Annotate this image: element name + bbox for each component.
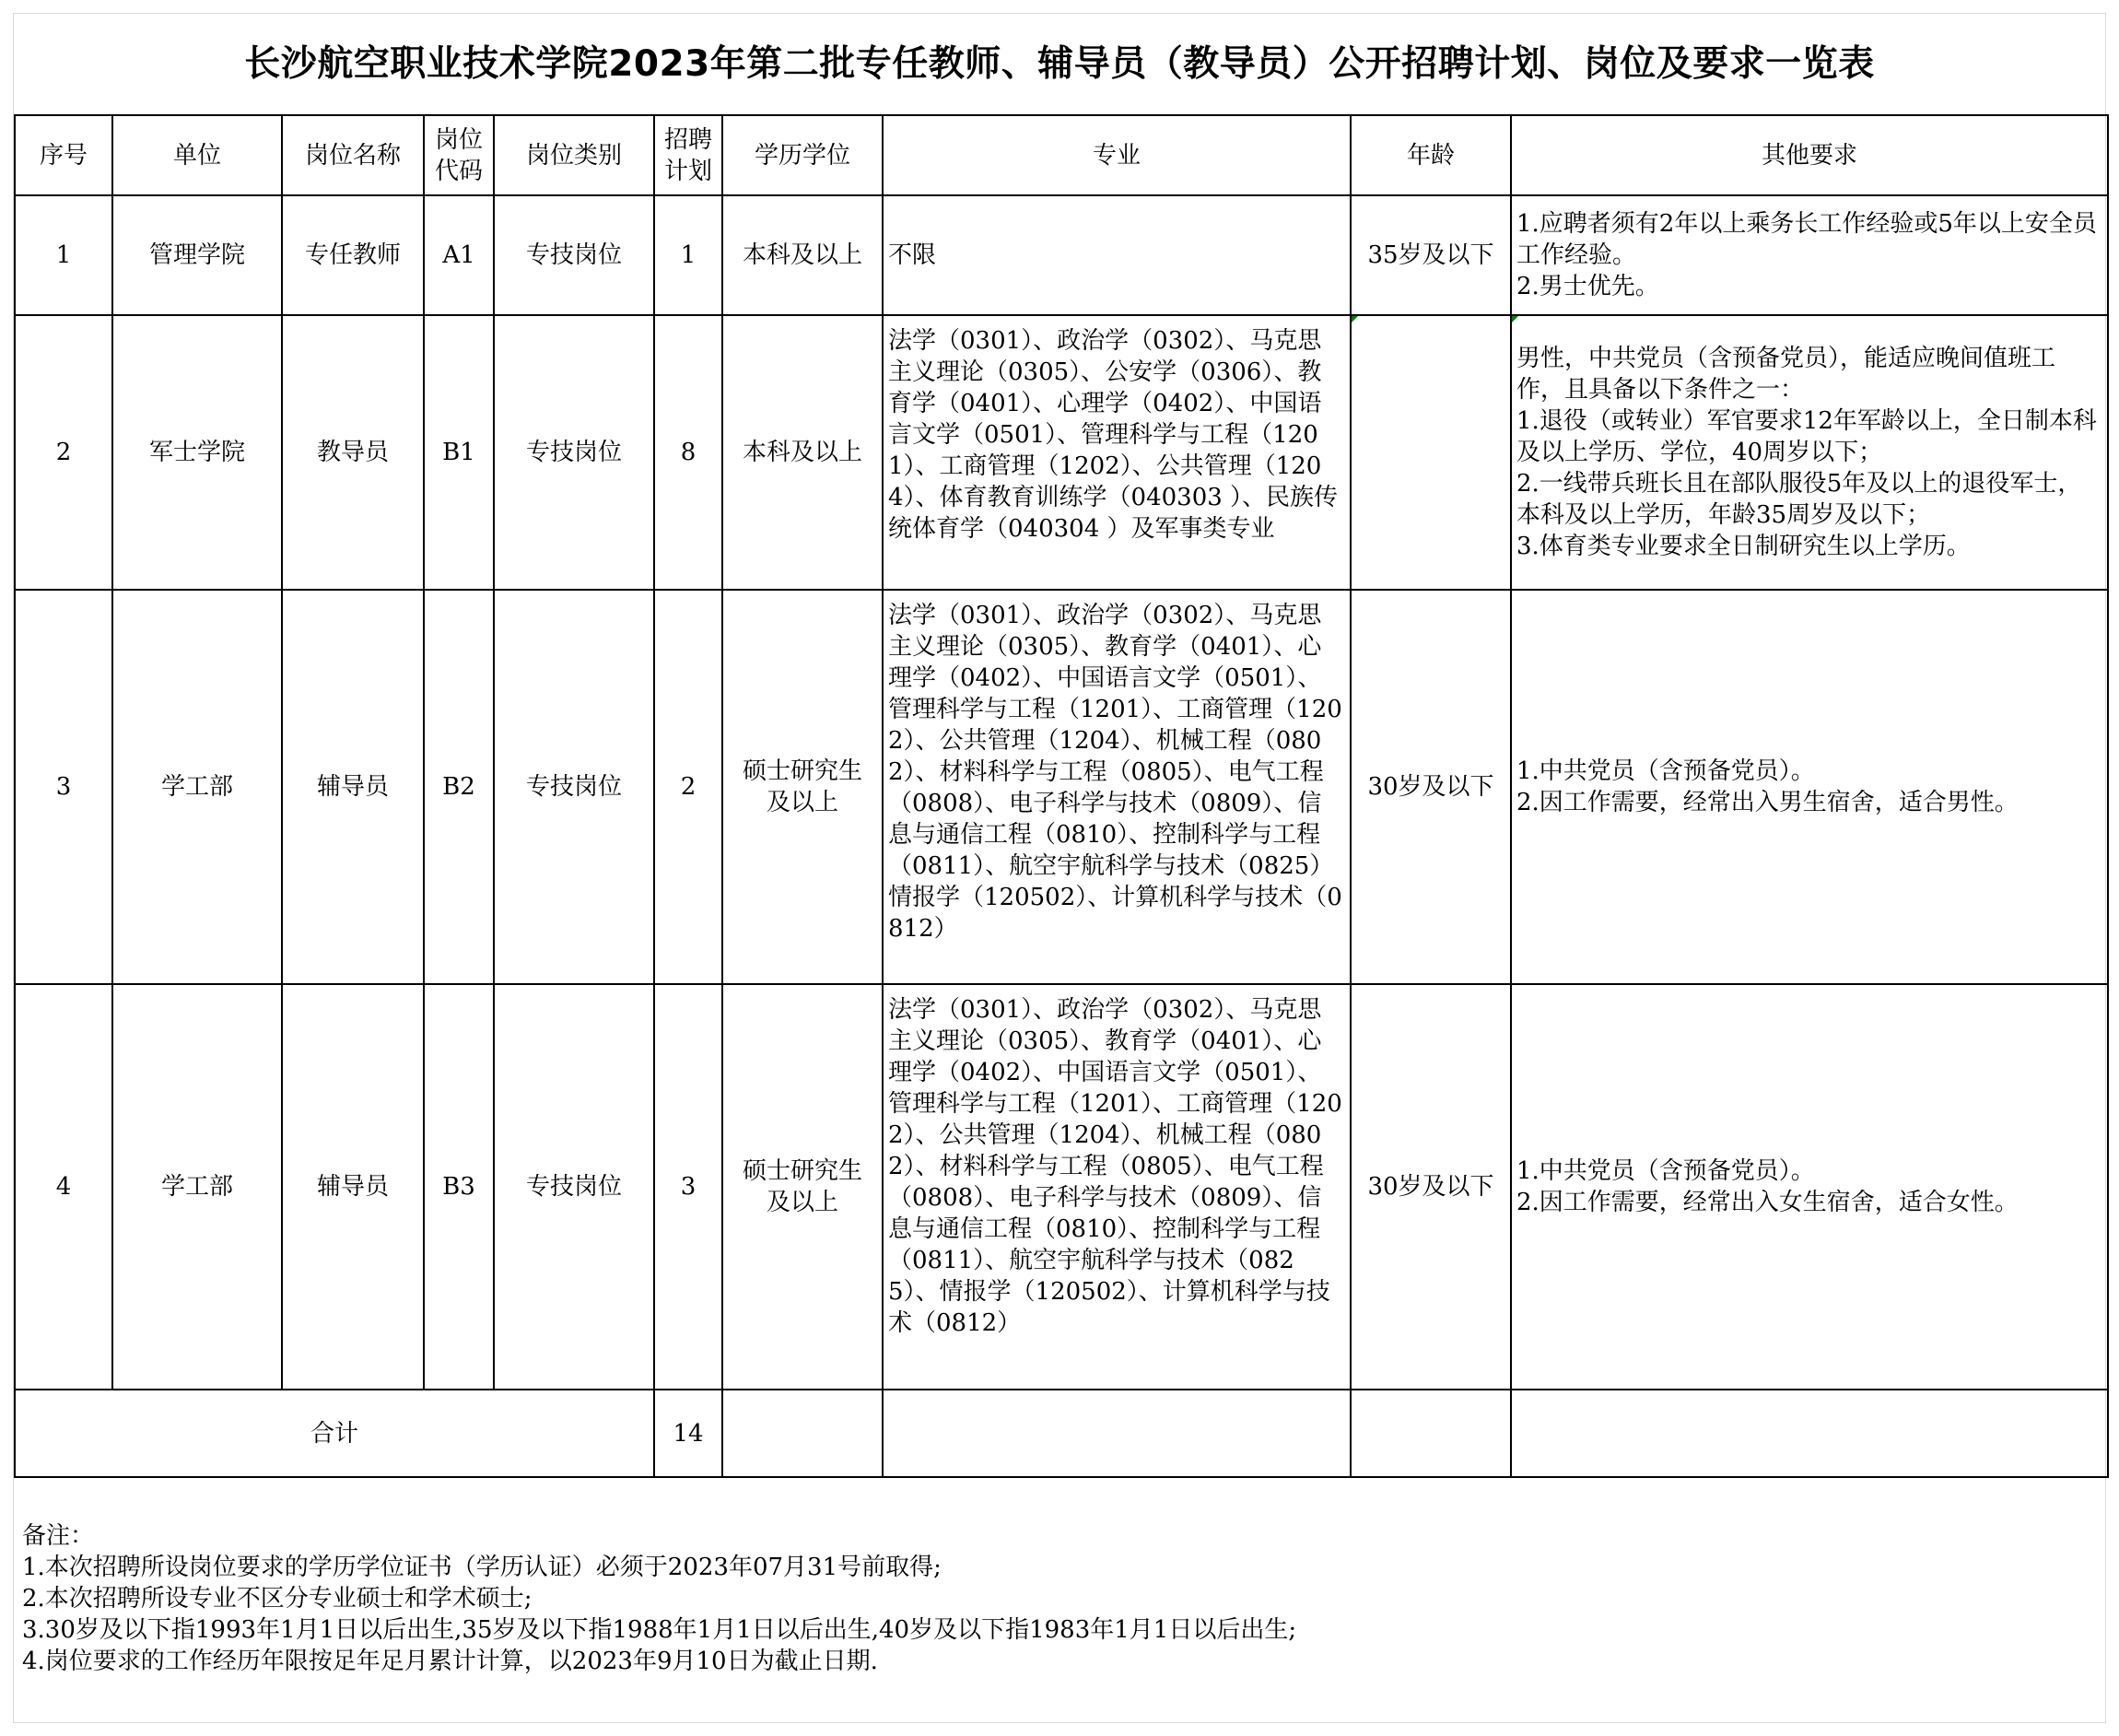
cell-major: 不限 — [883, 195, 1351, 315]
header-plan — [654, 115, 722, 195]
cell-other — [1511, 315, 2108, 590]
cell-seq: 4 — [15, 984, 112, 1390]
education-line: 硕士研究生 — [742, 1157, 862, 1185]
cell-other — [1511, 984, 2108, 1390]
notes-section — [22, 1520, 2086, 1677]
cell-unit: 管理学院 — [112, 195, 282, 315]
header-seq: 序号 — [15, 115, 112, 195]
header-position-code-line-2: 代码 — [434, 157, 483, 185]
total-row — [15, 1390, 2108, 1477]
other-line: 3.体育类专业要求全日制研究生以上学历。 — [1516, 533, 1971, 560]
cell-position-code: B2 — [424, 590, 494, 984]
other-line: 2.一线带兵班长且在部队服役5年及以上的退役军士，本科及以上学历，年龄35周岁及以下； — [1516, 470, 2082, 529]
header-plan-line-2: 计划 — [663, 157, 712, 185]
cell-unit: 学工部 — [112, 590, 282, 984]
cell-age: 30岁及以下 — [1351, 590, 1511, 984]
cell-position-name: 辅导员 — [282, 984, 424, 1390]
table-row — [15, 984, 2108, 1390]
cell-plan: 3 — [654, 984, 722, 1390]
education-line: 硕士研究生 — [742, 757, 862, 785]
cell-position-type: 专技岗位 — [494, 984, 654, 1390]
header-position-code-line-1: 岗位 — [434, 125, 483, 154]
header-unit: 单位 — [112, 115, 282, 195]
table-header-row — [15, 115, 2108, 195]
total-empty-other — [1511, 1390, 2108, 1477]
total-empty-age — [1351, 1390, 1511, 1477]
cell-position-name: 辅导员 — [282, 590, 424, 984]
other-line: 1.中共党员（含预备党员）。 — [1516, 1157, 1815, 1185]
total-label: 合计 — [15, 1390, 654, 1477]
recruitment-table — [14, 114, 2109, 1478]
cell-age — [1351, 315, 1511, 590]
other-line: 男性，中共党员（含预备党员），能适应晚间值班工作，且具备以下条件之一： — [1516, 345, 2056, 404]
cell-position-name: 教导员 — [282, 315, 424, 590]
cell-education: 本科及以上 — [722, 315, 883, 590]
cell-major: 法学（0301）、政治学（0302）、马克思主义理论（0305）、公安学（0306）、教育学（0401）、心理学（0402）、中国语言文学（0501）、管理科学与工程（1201）、工商管理（1202）、公共管理（1204）、体育教育训练学（040303 ）、民族传统体育学（040304 ）及军事类专业 — [883, 315, 1351, 590]
cell-plan: 1 — [654, 195, 722, 315]
cell-other — [1511, 590, 2108, 984]
note-item: 1.本次招聘所设岗位要求的学历学位证书（学历认证）必须于2023年07月31号前取得; — [22, 1554, 942, 1581]
cell-major: 法学（0301）、政治学（0302）、马克思主义理论（0305）、教育学（0401）、心理学（0402）、中国语言文学（0501）、管理科学与工程（1201）、工商管理（1202）、公共管理（1204）、机械工程（0802）、材料科学与工程（0805）、电气工程（0808）、电子科学与技术（0809）、信息与通信工程（0810）、控制科学与工程（0811）、航空宇航科学与技术（0825）情报学（120502）、计算机科学与技术（0812） — [883, 590, 1351, 984]
table-row — [15, 590, 2108, 984]
cell-position-code: B1 — [424, 315, 494, 590]
total-plan: 14 — [654, 1390, 722, 1477]
cell-plan: 8 — [654, 315, 722, 590]
cell-education — [722, 984, 883, 1390]
cell-major: 法学（0301）、政治学（0302）、马克思主义理论（0305）、教育学（0401）、心理学（0402）、中国语言文学（0501）、管理科学与工程（1201）、工商管理（1202）、公共管理（1204）、机械工程（0802）、材料科学与工程（0805）、电气工程（0808）、电子科学与技术（0809）、信息与通信工程（0810）、控制科学与工程（0811）、航空宇航科学与技术（0825）、情报学（120502）、计算机科学与技术（0812） — [883, 984, 1351, 1390]
cell-position-type: 专技岗位 — [494, 590, 654, 984]
cell-age: 35岁及以下 — [1351, 195, 1511, 315]
header-position-type: 岗位类别 — [494, 115, 654, 195]
other-line: 2.因工作需要，经常出入男生宿舍，适合男性。 — [1516, 789, 2019, 816]
header-education: 学历学位 — [722, 115, 883, 195]
header-major: 专业 — [883, 115, 1351, 195]
header-age: 年龄 — [1351, 115, 1511, 195]
header-position-name: 岗位名称 — [282, 115, 424, 195]
cell-position-type: 专技岗位 — [494, 315, 654, 590]
cell-seq: 1 — [15, 195, 112, 315]
cell-unit: 学工部 — [112, 984, 282, 1390]
note-item: 2.本次招聘所设专业不区分专业硕士和学术硕士; — [22, 1585, 533, 1613]
note-item: 3.30岁及以下指1993年1月1日以后出生,35岁及以下指1988年1月1日以后出生,40岁及以下指1983年1月1日以后出生; — [22, 1616, 1297, 1644]
other-line: 2.男士优先。 — [1516, 273, 1659, 300]
notes-heading: 备注： — [22, 1522, 95, 1550]
cell-seq: 3 — [15, 590, 112, 984]
cell-other — [1511, 195, 2108, 315]
cell-position-code: B3 — [424, 984, 494, 1390]
other-line: 1.中共党员（含预备党员）。 — [1516, 757, 1815, 785]
other-line: 1.应聘者须有2年以上乘务长工作经验或5年以上安全员工作经验。 — [1516, 210, 2097, 269]
total-empty-education — [722, 1390, 883, 1477]
education-line: 及以上 — [766, 789, 838, 816]
other-line: 2.因工作需要，经常出入女生宿舍，适合女性。 — [1516, 1189, 2019, 1216]
header-position-code — [424, 115, 494, 195]
note-item: 4.岗位要求的工作经历年限按足年足月累计计算，以2023年9月10日为截止日期. — [22, 1648, 878, 1675]
table-row — [15, 315, 2108, 590]
page-title: 长沙航空职业技术学院2023年第二批专任教师、辅导员（教导员）公开招聘计划、岗位及要求一览表 — [244, 43, 1875, 85]
cell-age: 30岁及以下 — [1351, 984, 1511, 1390]
cell-education: 本科及以上 — [722, 195, 883, 315]
cell-education — [722, 590, 883, 984]
total-empty-major — [883, 1390, 1351, 1477]
header-other: 其他要求 — [1511, 115, 2108, 195]
education-line: 及以上 — [766, 1189, 838, 1216]
cell-seq: 2 — [15, 315, 112, 590]
cell-position-name: 专任教师 — [282, 195, 424, 315]
cell-plan: 2 — [654, 590, 722, 984]
cell-position-code: A1 — [424, 195, 494, 315]
other-line: 1.退役（或转业）军官要求12年军龄以上，全日制本科及以上学历、学位，40周岁以下； — [1516, 407, 2097, 466]
header-plan-line-1: 招聘 — [663, 125, 712, 154]
cell-position-type: 专技岗位 — [494, 195, 654, 315]
cell-unit: 军士学院 — [112, 315, 282, 590]
table-row — [15, 195, 2108, 315]
